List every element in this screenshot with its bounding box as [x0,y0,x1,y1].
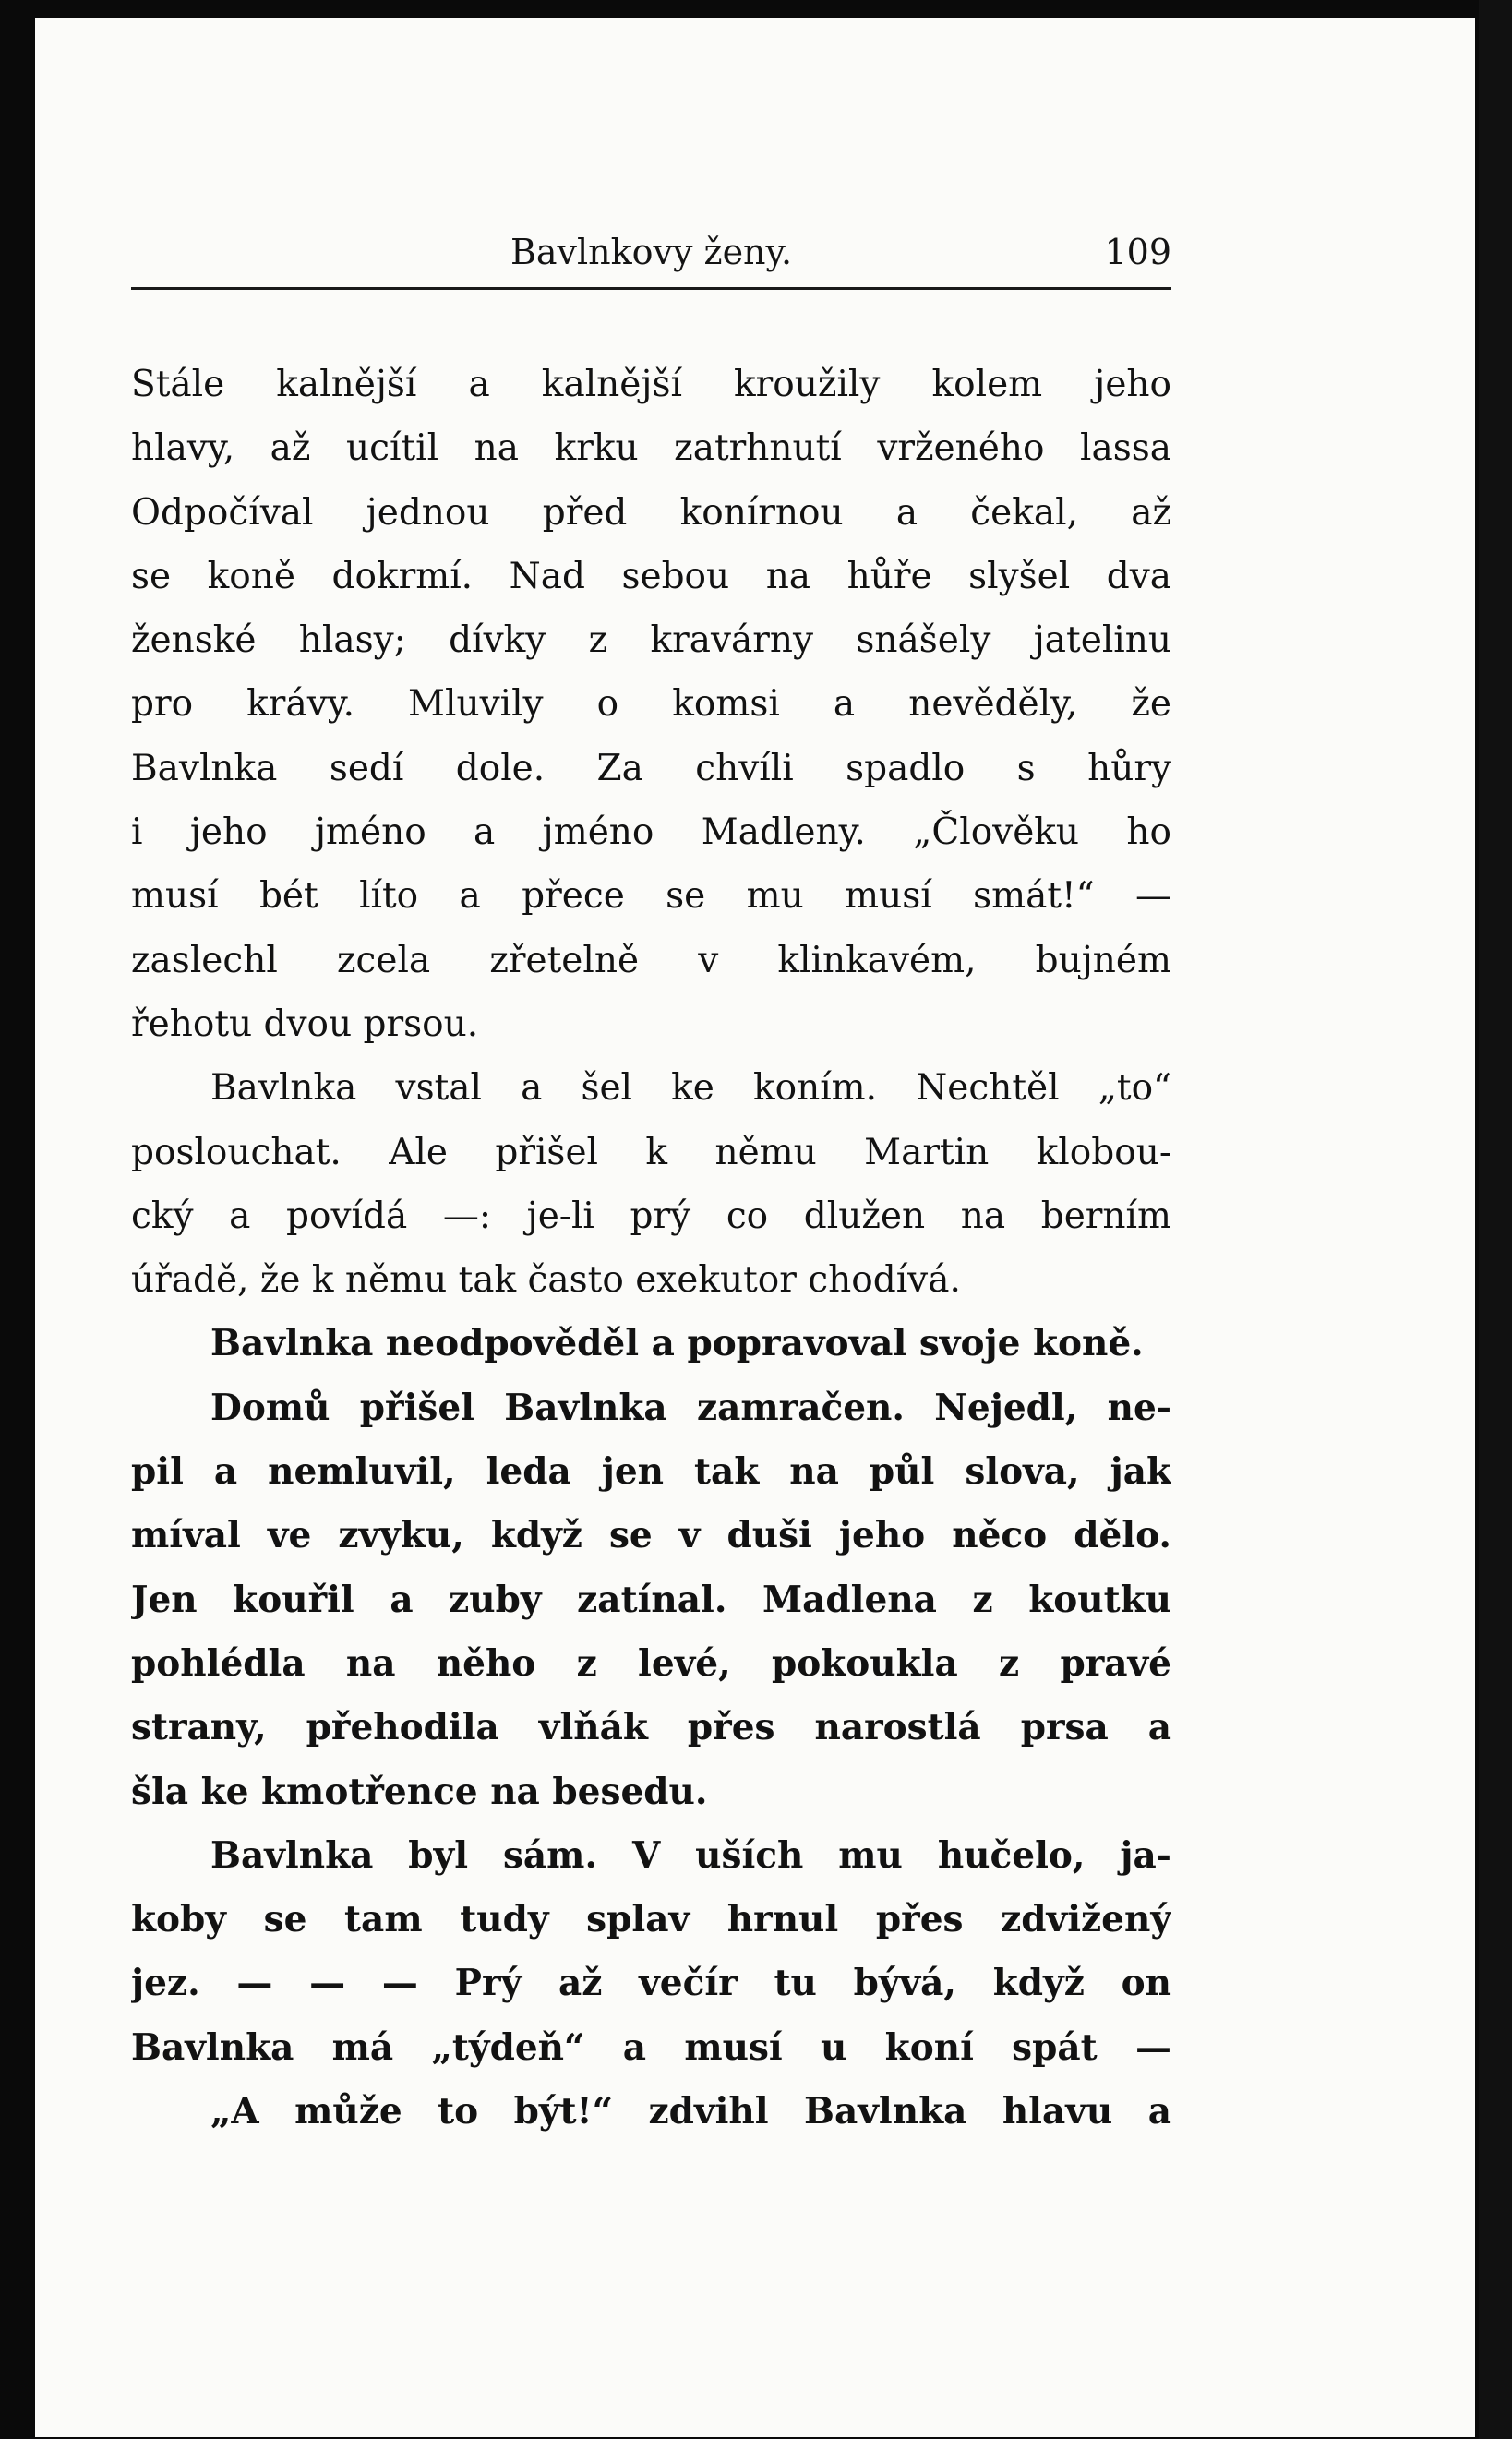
text-line: Bavlnka sedí dole. Za chvíli spadlo s hůry [131,747,1171,789]
text-line: koby se tam tudy splav hrnul přes zdvižený [131,1898,1171,1941]
running-title: Bavlnkovy ženy. [510,232,793,272]
text-line: šla ke kmotřence na besedu. [131,1770,708,1813]
text-line: míval ve zvyku, když se v duši jeho něco dělo. [131,1514,1171,1557]
header-rule [131,287,1171,290]
scan-edge [1479,0,1512,2439]
page-number: 109 [1104,232,1171,272]
text-line: řehotu dvou prsou. [131,1003,479,1045]
text-line: Bavlnka byl sám. V uších mu hučelo, ja- [210,1833,1171,1877]
text-line: Odpočíval jednou před konírnou a čekal, až [131,491,1171,534]
text-line: pil a nemluvil, leda jen tak na půl slova, jak [131,1450,1171,1494]
text-line: i jeho jméno a jméno Madleny. „Člověku ho [131,811,1171,854]
text-line: se koně dokrmí. Nad sebou na hůře slyšel dva [131,555,1171,597]
text-line: strany, přehodila vlňák přes narostlá prsa a [131,1706,1171,1749]
text-line: Jen kouřil a zuby zatínal. Madlena z koutku [131,1578,1171,1621]
text-line: Stále kalnější a kalnější kroužily kolem jeho [131,364,1171,405]
text-line: cký a povídá —: je-li prý co dlužen na berním [131,1195,1171,1237]
text-line: „A může to být!“ zdvihl Bavlnka hlavu a [210,2090,1171,2133]
text-line: Bavlnka vstal a šel ke koním. Nechtěl „to“ [210,1067,1171,1110]
text-line: ženské hlasy; dívky z kravárny snášely jatelinu [131,619,1171,662]
body-text [131,353,1171,2144]
text-line: hlavy, až ucítil na krku zatrhnutí vrženého lassa [131,427,1171,470]
text-line: pro krávy. Mluvily o komsi a nevěděly, že [131,683,1171,726]
text-line: Domů přišel Bavlnka zamračen. Nejedl, ne- [210,1386,1171,1429]
text-line: Bavlnka má „týdeň“ a musí u koní spát — [131,2025,1171,2069]
text-line: zaslechl zcela zřetelně v klinkavém, bujném [131,939,1171,981]
text-line: musí bét líto a přece se mu musí smát!“ — [131,875,1171,918]
page-header [131,224,1171,283]
text-line: pohlédla na něho z levé, pokoukla z pravé [131,1641,1171,1685]
text-line: jez. — — — Prý až večír tu bývá, když on [131,1962,1171,2005]
text-line: Bavlnka neodpověděl a popravoval svoje koně. [210,1322,1144,1365]
text-line: poslouchat. Ale přišel k němu Martin klobou- [131,1131,1171,1173]
text-line: úřadě, že k němu tak často exekutor chodívá. [131,1259,961,1302]
